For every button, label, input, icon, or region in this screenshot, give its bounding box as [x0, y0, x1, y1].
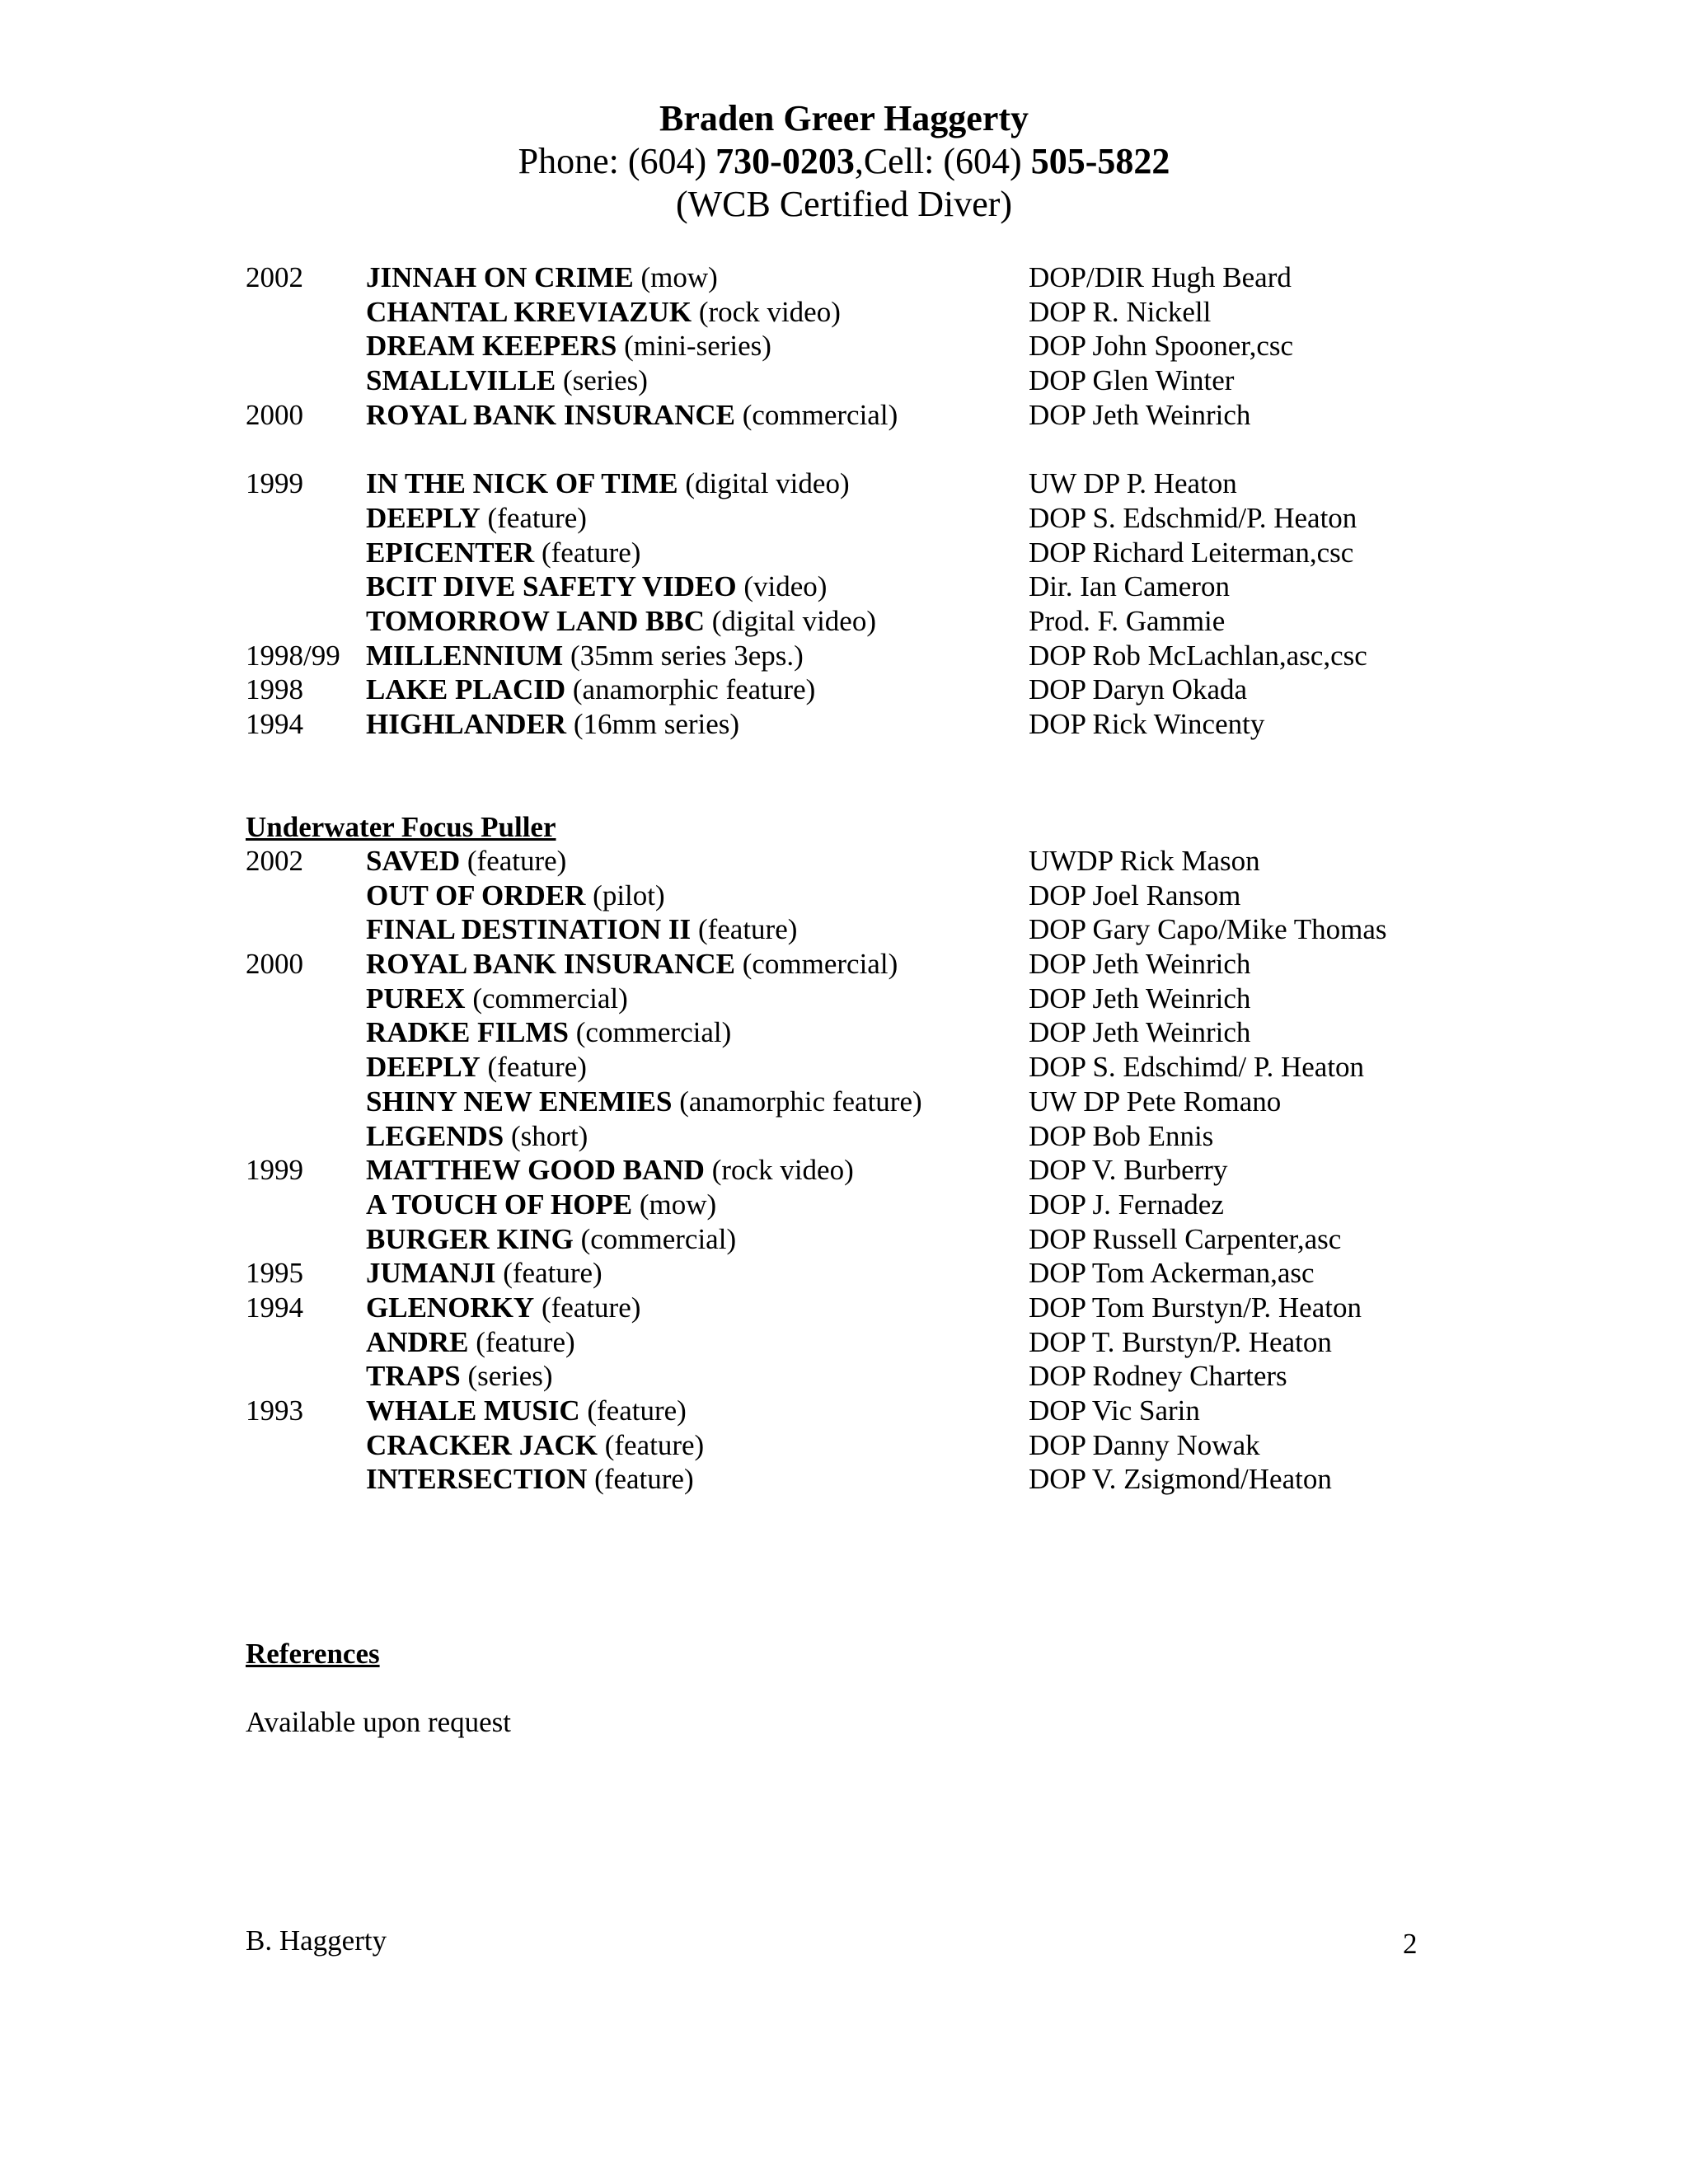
phone-number: 730-0203 — [715, 141, 855, 181]
credit-dop: UW DP Pete Romano — [1029, 1085, 1282, 1118]
credit-dop: DOP Tom Ackerman,asc — [1029, 1257, 1315, 1290]
credit-row — [246, 673, 1449, 707]
credit-row — [246, 260, 1449, 295]
credit-dop: DOP Jeth Weinrich — [1029, 948, 1251, 981]
credit-row — [246, 501, 1449, 536]
credit-row — [246, 1222, 1449, 1257]
credit-project: OUT OF ORDER (pilot) — [366, 879, 665, 912]
credit-row — [246, 639, 1449, 673]
credit-dop: DOP Jeth Weinrich — [1029, 398, 1251, 431]
credit-project: ROYAL BANK INSURANCE (commercial) — [366, 948, 898, 981]
cell-number: 505-5822 — [1030, 141, 1170, 181]
phone-label: Phone: (604) — [518, 141, 716, 181]
credit-row — [246, 1325, 1449, 1360]
credit-dop: DOP Rodney Charters — [1029, 1360, 1287, 1393]
focus-puller-heading: Underwater Focus Puller — [246, 811, 556, 843]
credit-project: WHALE MUSIC (feature) — [366, 1394, 687, 1427]
resume-name: Braden Greer Haggerty — [659, 98, 1029, 138]
credit-year: 1998 — [246, 673, 303, 706]
credit-project: GLENORKY (feature) — [366, 1291, 641, 1324]
credit-year: 1994 — [246, 707, 303, 740]
credit-dop: DOP Vic Sarin — [1029, 1394, 1200, 1427]
credit-project: SMALLVILLE (series) — [366, 364, 648, 397]
credit-row — [246, 1428, 1449, 1463]
credit-project: DEEPLY (feature) — [366, 1051, 587, 1084]
credit-project: HIGHLANDER (16mm series) — [366, 707, 740, 740]
credit-project: BCIT DIVE SAFETY VIDEO (video) — [366, 570, 828, 603]
credit-dop: DOP V. Zsigmond/Heaton — [1029, 1463, 1332, 1496]
credit-dop: UW DP P. Heaton — [1029, 467, 1237, 500]
credit-row — [246, 569, 1449, 604]
credit-row — [246, 1153, 1449, 1188]
credit-row — [246, 1256, 1449, 1291]
credit-project: PUREX (commercial) — [366, 982, 628, 1015]
credit-year: 2002 — [246, 261, 303, 293]
credit-row — [246, 1359, 1449, 1394]
credit-dop: UWDP Rick Mason — [1029, 845, 1260, 877]
credit-dop: DOP V. Burberry — [1029, 1154, 1228, 1187]
footer-author: B. Haggerty — [246, 1924, 387, 1957]
credit-dop: DOP Rob McLachlan,asc,csc — [1029, 639, 1367, 672]
credit-dop: DOP Bob Ennis — [1029, 1119, 1214, 1152]
credit-dop: DOP Daryn Okada — [1029, 673, 1248, 706]
page-number: 2 — [1403, 1928, 1418, 1960]
credit-row — [246, 398, 1449, 433]
credit-row — [246, 1462, 1449, 1497]
references-text: Available upon request — [246, 1706, 512, 1738]
credit-dop: DOP Russell Carpenter,asc — [1029, 1222, 1342, 1255]
credit-project: SAVED (feature) — [366, 845, 567, 877]
credit-row — [246, 1085, 1449, 1119]
credit-row — [246, 982, 1449, 1016]
credit-year: 1993 — [246, 1394, 303, 1427]
credit-row — [246, 363, 1449, 398]
credit-row — [246, 604, 1449, 639]
credit-dop: DOP J. Fernadez — [1029, 1188, 1224, 1221]
credit-project: TOMORROW LAND BBC (digital video) — [366, 604, 876, 637]
credit-dop: DOP Jeth Weinrich — [1029, 1016, 1251, 1049]
credit-project: MILLENNIUM (35mm series 3eps.) — [366, 639, 804, 672]
credit-project: INTERSECTION (feature) — [366, 1463, 694, 1496]
credit-year: 1998/99 — [246, 639, 340, 672]
credit-project: IN THE NICK OF TIME (digital video) — [366, 467, 850, 500]
credits-list — [246, 260, 1449, 742]
credit-dop: DOP T. Burstyn/P. Heaton — [1029, 1325, 1332, 1358]
credit-dop: DOP Richard Leiterman,csc — [1029, 536, 1354, 569]
credit-project: LAKE PLACID (anamorphic feature) — [366, 673, 816, 706]
credit-dop: DOP/DIR Hugh Beard — [1029, 261, 1292, 293]
credit-project: LEGENDS (short) — [366, 1119, 588, 1152]
credit-project: ANDRE (feature) — [366, 1325, 575, 1358]
credit-project: EPICENTER (feature) — [366, 536, 641, 569]
focus-puller-list — [246, 844, 1449, 1497]
credit-dop: DOP Gary Capo/Mike Thomas — [1029, 913, 1387, 946]
credit-year: 1999 — [246, 467, 303, 500]
credit-dop: DOP Tom Burstyn/P. Heaton — [1029, 1291, 1362, 1324]
credit-row — [246, 1015, 1449, 1050]
credit-project: DREAM KEEPERS (mini-series) — [366, 330, 771, 363]
credit-row — [246, 329, 1449, 363]
credit-year: 2002 — [246, 845, 303, 877]
credit-project: CRACKER JACK (feature) — [366, 1428, 705, 1461]
credit-dop: Prod. F. Gammie — [1029, 604, 1226, 637]
credit-dop: DOP Glen Winter — [1029, 364, 1235, 397]
credit-year: 1995 — [246, 1257, 303, 1290]
credit-project: JUMANJI (feature) — [366, 1257, 603, 1290]
credit-project: ROYAL BANK INSURANCE (commercial) — [366, 398, 898, 431]
credit-row — [246, 1119, 1449, 1154]
credit-row — [246, 295, 1449, 330]
credit-dop: DOP R. Nickell — [1029, 295, 1212, 328]
credit-row — [246, 912, 1449, 947]
credit-project: DEEPLY (feature) — [366, 501, 587, 534]
credit-year: 1994 — [246, 1291, 303, 1324]
credit-year: 2000 — [246, 948, 303, 981]
credit-project: BURGER KING (commercial) — [366, 1222, 737, 1255]
credit-row — [246, 536, 1449, 570]
credit-dop: DOP Jeth Weinrich — [1029, 982, 1251, 1015]
credit-project: MATTHEW GOOD BAND (rock video) — [366, 1154, 854, 1187]
credit-project: TRAPS (series) — [366, 1360, 553, 1393]
credit-row — [246, 844, 1449, 879]
credit-row — [246, 879, 1449, 913]
credit-row — [246, 466, 1449, 501]
credit-dop: DOP S. Edschmid/P. Heaton — [1029, 501, 1357, 534]
credit-project: RADKE FILMS (commercial) — [366, 1016, 732, 1049]
credit-row — [246, 707, 1449, 742]
credit-row — [246, 947, 1449, 982]
credit-dop: DOP Danny Nowak — [1029, 1428, 1260, 1461]
credit-year: 2000 — [246, 398, 303, 431]
cell-label: ,Cell: (604) — [854, 141, 1031, 181]
credit-row — [246, 1188, 1449, 1222]
credit-project: CHANTAL KREVIAZUK (rock video) — [366, 295, 841, 328]
contact-line — [0, 140, 1688, 183]
credit-row — [246, 1050, 1449, 1085]
credit-row — [246, 1394, 1449, 1428]
certification: (WCB Certified Diver) — [675, 184, 1013, 224]
credit-dop: Dir. Ian Cameron — [1029, 570, 1230, 603]
credit-row — [246, 1291, 1449, 1325]
credit-year: 1999 — [246, 1154, 303, 1187]
credit-project: JINNAH ON CRIME (mow) — [366, 261, 718, 293]
credit-dop: DOP John Spooner,csc — [1029, 330, 1294, 363]
credit-dop: DOP Joel Ransom — [1029, 879, 1241, 912]
references-heading: References — [246, 1638, 380, 1670]
credit-project: A TOUCH OF HOPE (mow) — [366, 1188, 717, 1221]
credit-dop: DOP S. Edschimd/ P. Heaton — [1029, 1051, 1365, 1084]
credit-project: SHINY NEW ENEMIES (anamorphic feature) — [366, 1085, 922, 1118]
credit-project: FINAL DESTINATION II (feature) — [366, 913, 798, 946]
credit-dop: DOP Rick Wincenty — [1029, 707, 1265, 740]
